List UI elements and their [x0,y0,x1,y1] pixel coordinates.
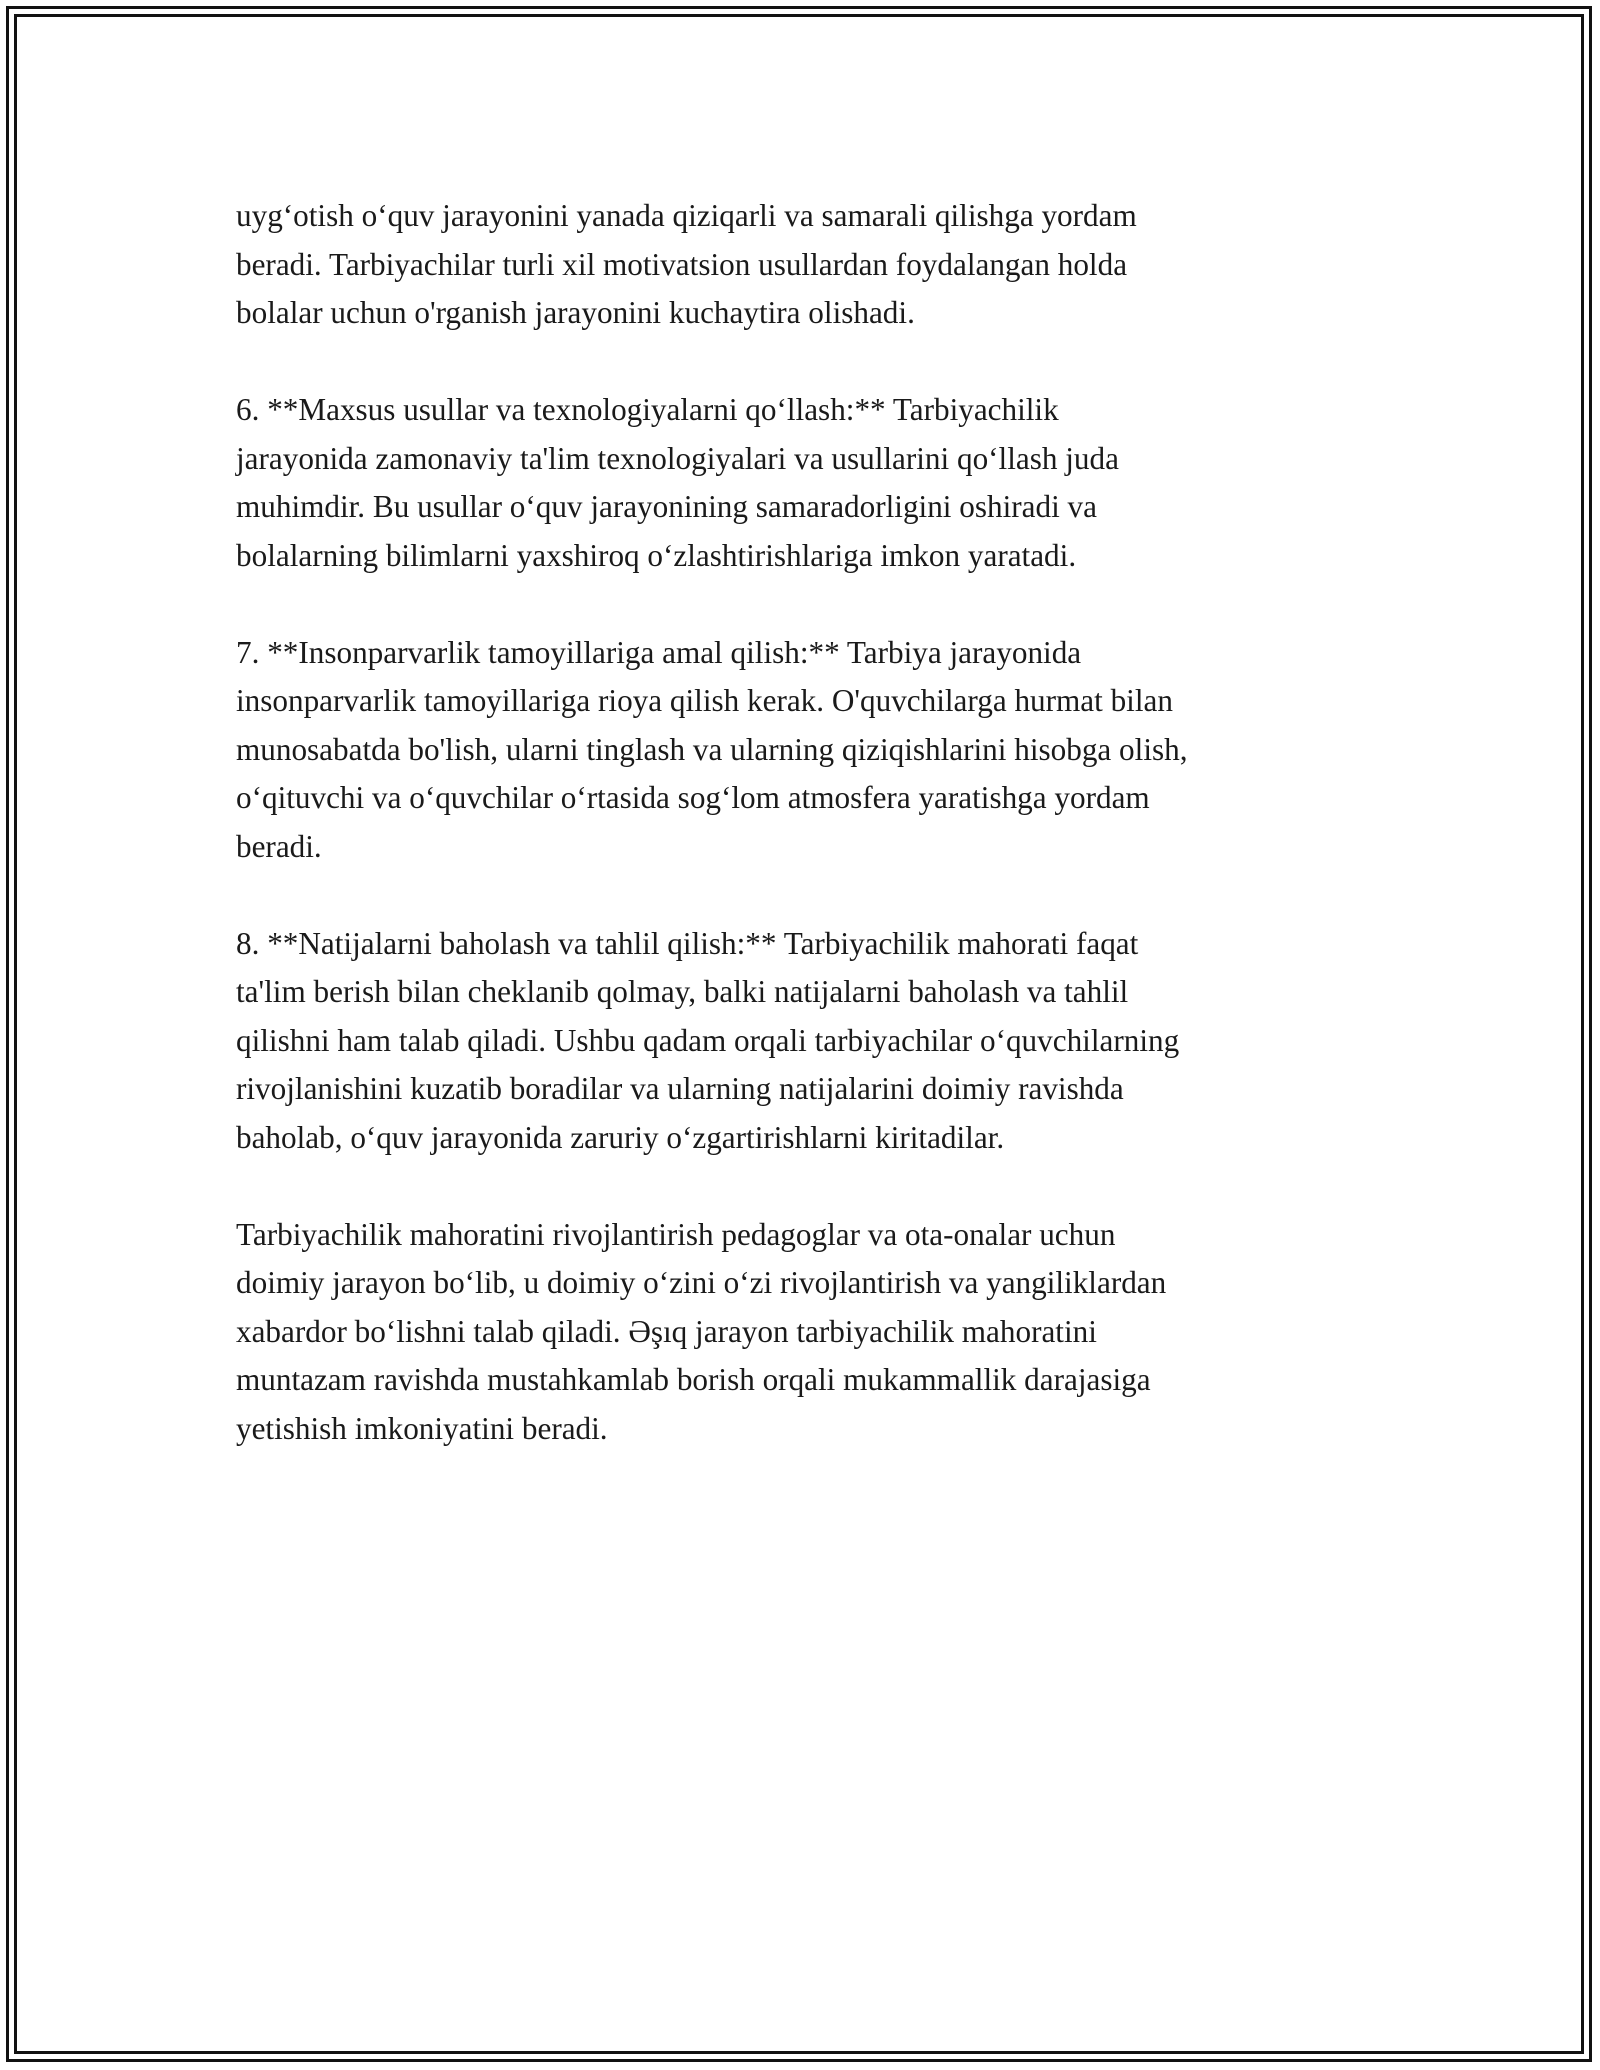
text-line: Tarbiyachilik mahoratini rivojlantirish pedagoglar va ota-onalar uchun [236,1216,1116,1252]
text-line: 7. **Insonparvarlik tamoyillariga amal qilish:** Tarbiya jarayonida [236,634,1082,670]
text-line: 6. **Maxsus usullar va texnologiyalarni qo‘llash:** Tarbiyachilik [236,392,1059,427]
text-line: muntazam ravishda mustahkamlab borish orqali mukammallik darajasiga [236,1362,1151,1397]
text-line: o‘qituvchi va o‘quvchilar o‘rtasida sog‘lom atmosfera yaratishga yordam [236,780,1150,815]
paragraph-item-6 [236,386,1416,580]
text-line: jarayonida zamonaviy ta'lim texnologiyalari va usullarini qo‘llash juda [236,440,1119,476]
text-line: xabardor bo‘lishni talab qiladi. Əşıq jarayon tarbiyachilik mahoratini [236,1313,1097,1349]
text-line: bolalarning bilimlarni yaxshiroq o‘zlashtirishlariga imkon yaratadi. [236,537,1077,573]
text-line: beradi. Tarbiyachilar turli xil motivatsion usullardan foydalangan holda [236,246,1128,282]
text-line: rivojlanishini kuzatib boradilar va ularning natijalarini doimiy ravishda [236,1071,1124,1106]
text-line: bolalar uchun o'rganish jarayonini kuchaytira olishadi. [236,295,915,330]
text-line: 8. **Natijalarni baholash va tahlil qilish:** Tarbiyachilik mahorati faqat [236,925,1139,961]
text-line: beradi. [236,828,322,864]
text-line: munosabatda bo'lish, ularni tinglash va ularning qiziqishlarini hisobga olish, [236,731,1188,767]
text-line: qilishni ham talab qiladi. Ushbu qadam orqali tarbiyachilar o‘quvchilarning [236,1022,1180,1058]
paragraph-continuation [236,192,1416,338]
text-line: ta'lim berish bilan cheklanib qolmay, balki natijalarni baholash va tahlil [236,974,1129,1009]
paragraph-conclusion [236,1211,1416,1454]
text-line: doimiy jarayon bo‘lib, u doimiy o‘zini o‘zi rivojlantirish va yangiliklardan [236,1265,1167,1300]
paragraph-item-7 [236,629,1416,872]
text-line: baholab, o‘quv jarayonida zaruriy o‘zgartirishlarni kiritadilar. [236,1119,1005,1155]
text-line: yetishish imkoniyatini beradi. [236,1410,608,1446]
text-line: muhimdir. Bu usullar o‘quv jarayonining samaradorligini oshiradi va [236,489,1097,524]
text-line: uyg‘otish o‘quv jarayonini yanada qiziqarli va samarali qilishga yordam [236,198,1137,233]
text-line: insonparvarlik tamoyillariga rioya qilish kerak. O'quvchilarga hurmat bilan [236,683,1173,718]
paragraph-item-8 [236,920,1416,1163]
document-body [236,192,1416,1502]
